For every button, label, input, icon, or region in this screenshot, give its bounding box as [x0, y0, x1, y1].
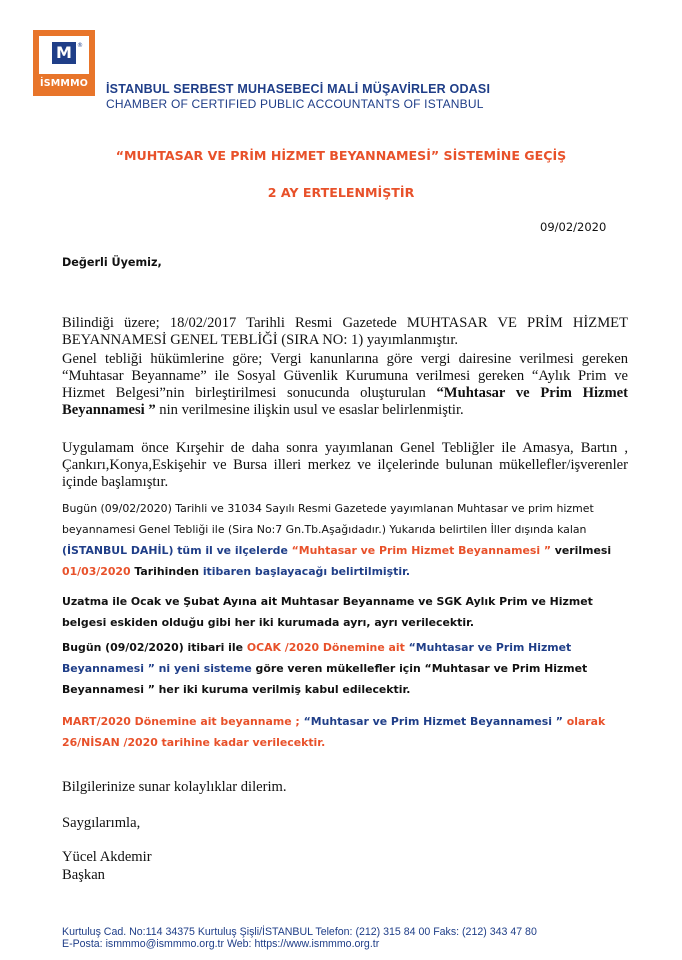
- paragraph-4-from: Tarihinden: [130, 565, 203, 578]
- closing-line: Bilgilerinize sunar kolaylıklar dilerim.: [62, 779, 287, 795]
- paragraph-6-end: göre veren mükellefler için “Muhtasar ve Prim Hizmet Beyannamesi ” her iki kuruma verilmiş kabul edilecektir.: [62, 662, 588, 696]
- greeting: Değerli Üyemiz,: [62, 256, 162, 269]
- salutation: Saygılarımla,: [62, 815, 141, 831]
- paragraph-4-verb: verilmesi: [551, 544, 612, 557]
- declaration-name: “Muhtasar ve Prim Hizmet Beyannamesi ”: [287, 544, 551, 557]
- paragraph-2-text: Genel tebliği hükümlerine göre; Vergi kanunlarına göre vergi dairesine verilmesi gereken “Muhtasar Beyanname” ile Sosyal Güvenlik Kurumuna verilmesi gereken “Aylık Prim ve Hizmet Belgesi”nin birleştirilmesi sonucunda oluşturulan: [62, 351, 628, 401]
- paragraph-6: [62, 637, 628, 700]
- march-period: MART/2020 Dönemine ait beyanname ;: [62, 715, 300, 728]
- march-declaration: “Muhtasar ve Prim Hizmet Beyannamesi ”: [299, 715, 563, 728]
- logo-label: İSMMMO: [39, 78, 88, 89]
- logo-panel: [39, 36, 89, 74]
- deadline: olarak 26/NİSAN /2020 tarihine kadar verilecektir.: [62, 715, 606, 749]
- january-period: OCAK /2020 Dönemine ait: [246, 641, 405, 654]
- logo-mark: M: [52, 42, 76, 64]
- paragraph-5: Uzatma ile Ocak ve Şubat Ayına ait Muhtasar Beyanname ve SGK Aylık Prim ve Hizmet belgesi eskiden olduğu gibi her iki kurumada ayrı, ayrı verilecektir.: [62, 595, 593, 629]
- all-provinces: tüm il ve ilçelerde: [173, 544, 288, 557]
- signatory-role: Başkan: [62, 867, 105, 883]
- start-date: 01/03/2020: [62, 565, 131, 578]
- paragraph-3: Uygulamam önce Kırşehir de daha sonra yayımlanan Genel Tebliğler ile Amasya, Bartın , Çankırı,Konya,Eskişehir ve Bursa illeri merkez ve ilçelerinde bulunan mükellefler/işverenler içinde başlamıştır.: [62, 440, 628, 490]
- paragraph-4-end: itibaren başlayacağı belirtilmiştir.: [202, 565, 411, 578]
- org-name-en: CHAMBER OF CERTIFIED PUBLIC ACCOUNTANTS OF ISTANBUL: [106, 97, 484, 111]
- document-date: 09/02/2020: [540, 220, 607, 234]
- logo: [33, 30, 95, 96]
- org-name-tr: İSTANBUL SERBEST MUHASEBECİ MALİ MÜŞAVİRLER ODASI: [106, 82, 491, 96]
- paragraph-4: [62, 498, 628, 582]
- signatory-name: Yücel Akdemir: [62, 849, 152, 865]
- istanbul-dahil: (İSTANBUL DAHİL): [62, 544, 174, 557]
- paragraph-4-text: Bugün (09/02/2020) Tarihli ve 31034 Sayılı Resmi Gazetede yayımlanan Muhtasar ve prim hizmet beyannamesi Genel Tebliği ile (Sira No:7 Gn.Tb.Aşağıdadır.) Yukarıda belirtilen İller dışında kalan: [62, 502, 594, 536]
- paragraph-2-end: nin verilmesine ilişkin usul ve esaslar belirlenmiştir.: [155, 402, 464, 418]
- document-title: “MUHTASAR VE PRİM HİZMET BEYANNAMESİ” SİSTEMİNE GEÇİŞ: [115, 148, 567, 163]
- paragraph-6-text: Bugün (09/02/2020) itibari ile: [62, 641, 247, 654]
- new-system-declaration: “Muhtasar ve Prim Hizmet Beyannamesi ” ni yeni sisteme: [62, 641, 572, 675]
- paragraph-1: Bilindiği üzere; 18/02/2017 Tarihli Resmi Gazetede MUHTASAR VE PRİM HİZMET BEYANNAMESİ GENEL TEBLİĞİ (SIRA NO: 1) yayımlanmıştır.: [62, 315, 628, 348]
- paragraph-2-emphasis: “Muhtasar ve Prim Hizmet Beyannamesi ”: [62, 385, 628, 418]
- paragraph-2: [62, 351, 628, 419]
- registered-mark: ®: [77, 42, 83, 49]
- document-subtitle: 2 AY ERTELENMİŞTİR: [267, 185, 415, 200]
- footer-contact: E-Posta: ismmmo@ismmmo.org.tr Web: https://www.ismmmo.org.tr: [62, 938, 380, 950]
- paragraph-7: [62, 711, 628, 753]
- footer-address: Kurtuluş Cad. No:114 34375 Kurtuluş Şişli/İSTANBUL Telefon: (212) 315 84 00 Faks: (212) 343 47 80: [62, 926, 537, 938]
